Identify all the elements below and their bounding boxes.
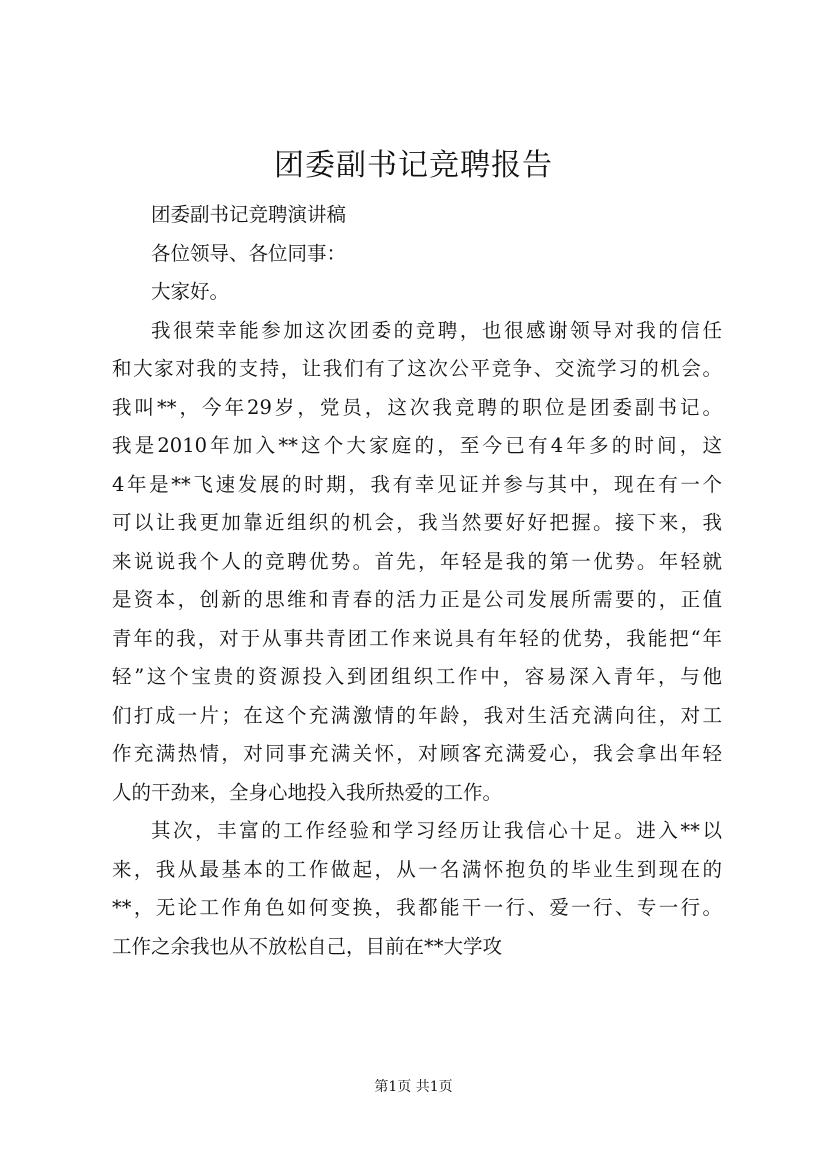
body-line: 各位领导、各位同事： [151, 241, 347, 265]
document-body [112, 196, 722, 966]
page-footer: 第1页 共1页 [374, 1079, 453, 1095]
body-line: 团委副书记竞聘演讲稿 [151, 203, 347, 226]
body-line: 可以让我更加靠近组织的机会，我当然要好好把握。接下来，我 [112, 511, 722, 534]
body-line: 人的干劲来，全身心地投入我所热爱的工作。 [112, 780, 503, 804]
document-title: 团委副书记竞聘报告 [274, 148, 553, 183]
body-line: 和大家对我的支持，让我们有了这次公平竞争、交流学习的机会。 [112, 357, 722, 380]
body-line: 4年是**飞速发展的时期，我有幸见证并参与其中，现在有一个 [112, 472, 722, 496]
body-line: 来，我从最基本的工作做起，从一名满怀抱负的毕业生到现在的 [112, 857, 722, 881]
body-line: 轻”这个宝贵的资源投入到团组织工作中，容易深入青年，与他 [112, 665, 722, 688]
body-line: 作充满热情，对同事充满关怀，对顾客充满爱心，我会拿出年轻 [112, 742, 722, 765]
body-line: 来说说我个人的竞聘优势。首先，年轻是我的第一优势。年轻就 [112, 549, 722, 573]
body-line: 青年的我，对于从事共青团工作来说具有年轻的优势，我能把“年 [112, 626, 722, 650]
body-line: 工作之余我也从不放松自己，目前在**大学攻 [112, 934, 503, 958]
body-line: 我很荣幸能参加这次团委的竞聘，也很感谢领导对我的信任 [151, 318, 722, 342]
body-line: 大家好。 [151, 280, 230, 303]
body-line: 我叫**，今年29岁，党员，这次我竞聘的职位是团委副书记。 [112, 395, 722, 419]
body-line: 其次，丰富的工作经验和学习经历让我信心十足。进入**以 [151, 819, 722, 842]
body-line: 我是2010年加入**这个大家庭的，至今已有4年多的时间，这 [112, 434, 722, 457]
body-line: 们打成一片；在这个充满激情的年龄，我对生活充满向往，对工 [112, 703, 722, 727]
body-line: 是资本，创新的思维和青春的活力正是公司发展所需要的，正值 [112, 588, 722, 611]
body-line: **，无论工作角色如何变换，我都能干一行、爱一行、专一行。 [112, 896, 722, 919]
